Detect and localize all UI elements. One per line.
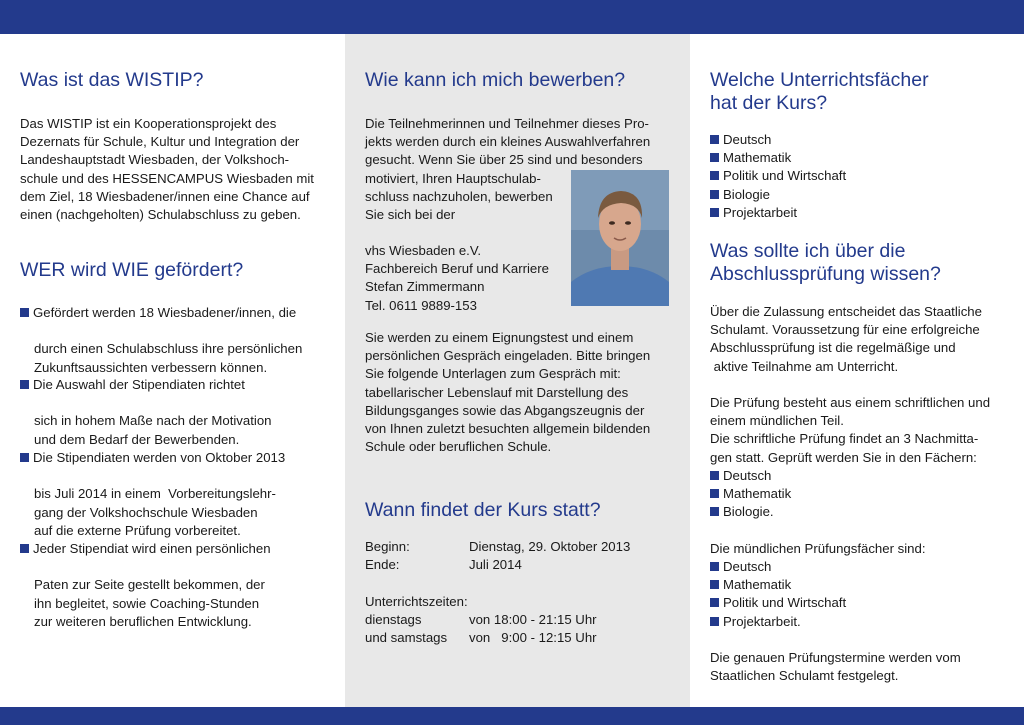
heading-unterrichtsfaecher: Welche Unterrichtsfächer hat der Kurs?: [710, 69, 929, 114]
oral-label: Die mündlichen Prüfungsfächer sind:: [710, 541, 926, 556]
closing-paragraph: Die genauen Prüfungstermine werden vom Staatlichen Schulamt festgelegt.: [710, 650, 961, 684]
square-bullet-icon: [20, 453, 29, 462]
column-left: [0, 34, 345, 707]
list-item: Biologie.: [710, 503, 791, 521]
square-bullet-icon: [710, 171, 719, 180]
list-item: Politik und Wirtschaft: [710, 167, 846, 185]
bottom-band: [0, 707, 1024, 725]
oral-subjects-list: [710, 558, 846, 631]
times-row: und samstags von 9:00 - 12:15 Uhr: [365, 630, 597, 646]
contact-block: vhs Wiesbaden e.V. Fachbereich Beruf und Karriere Stefan Zimmermann Tel. 0611 9889-153: [365, 243, 549, 313]
times-row: dienstags von 18:00 - 21:15 Uhr: [365, 612, 597, 628]
square-bullet-icon: [710, 507, 719, 516]
schedule-row: Ende: Juli 2014: [365, 557, 522, 573]
square-bullet-icon: [710, 208, 719, 217]
heading-abschlusspruefung: Was sollte ich über die Abschlussprüfung wissen?: [710, 240, 941, 285]
heading-wann-kurs: Wann findet der Kurs statt?: [365, 499, 601, 521]
list-item: Projektarbeit.: [710, 613, 846, 631]
bullet-item: Gefördert werden 18 Wiesbadener/innen, die durch einen Schulabschluss ihre persönlichen Zukunftsaussichten verbessern können.: [20, 304, 302, 377]
list-item: Deutsch: [710, 558, 846, 576]
documents-paragraph: Sie werden zu einem Eignungstest und einem persönlichen Gespräch eingeladen. Bitte bringen Sie folgende Unterlagen zum Gespräch mit: tabellarischer Lebenslauf mit Darstellung des Bildungsganges sowie das Abgangszeugnis der von Ihnen zuletzt besuchten allgemein bildenden Schule oder beruflichen Schule.: [365, 330, 651, 455]
application-paragraph: Die Teilnehmerinnen und Teilnehmer dieses Pro- jekts werden durch ein kleines Auswahlverfahren gesucht. Wenn Sie über 25 sind und besonders motiviert, Ihren Hauptschulab- schluss nachzuholen, bewerben Sie sich bei der: [365, 116, 651, 223]
square-bullet-icon: [710, 489, 719, 498]
list-item: Mathematik: [710, 485, 791, 503]
schedule-times: [365, 593, 597, 648]
column-right: [690, 34, 1024, 707]
square-bullet-icon: [710, 135, 719, 144]
times-label: Unterrichtszeiten:: [365, 594, 468, 609]
contact-photo: [571, 170, 669, 306]
top-band: [0, 0, 1024, 34]
bullet-item: Die Stipendiaten werden von Oktober 2013 bis Juli 2014 in einem Vorbereitungslehr- gang der Volkshochschule Wiesbaden auf die externe Prüfung vorbereitet.: [20, 449, 285, 540]
list-item: Deutsch: [710, 131, 846, 149]
exam-paragraph: Die Prüfung besteht aus einem schriftlichen und einem mündlichen Teil. Die schriftliche Prüfung findet an 3 Nachmitta- gen statt. Geprüft werden Sie in den Fächern:: [710, 395, 991, 465]
square-bullet-icon: [710, 153, 719, 162]
list-item: Politik und Wirtschaft: [710, 594, 846, 612]
list-item: Biologie: [710, 186, 846, 204]
heading-wer-wird-wie-gefoerdert: WER wird WIE gefördert?: [20, 259, 244, 281]
list-item: Projektarbeit: [710, 204, 846, 222]
admission-paragraph: Über die Zulassung entscheidet das Staatliche Schulamt. Voraussetzung für eine erfolgreiche Abschlussprüfung ist die regelmäßige und aktive Teilnahme am Unterricht.: [710, 304, 982, 374]
written-subjects-list: [710, 467, 791, 522]
subjects-list: [710, 131, 846, 222]
square-bullet-icon: [20, 308, 29, 317]
square-bullet-icon: [20, 544, 29, 553]
list-item: Deutsch: [710, 467, 791, 485]
list-item: Mathematik: [710, 149, 846, 167]
schedule-dates: [365, 538, 630, 574]
heading-was-ist-wistip: Was ist das WISTIP?: [20, 69, 204, 91]
list-item: Mathematik: [710, 576, 846, 594]
square-bullet-icon: [710, 580, 719, 589]
square-bullet-icon: [710, 598, 719, 607]
column-middle: [345, 34, 690, 707]
square-bullet-icon: [710, 617, 719, 626]
heading-bewerben: Wie kann ich mich bewerben?: [365, 69, 626, 91]
intro-paragraph: Das WISTIP ist ein Kooperationsprojekt des Dezernats für Schule, Kultur und Integration der Landeshauptstadt Wiesbaden, der Volkshoch- schule und des HESSENCAMPUS Wiesbaden mit dem Ziel, 18 Wiesbadener/innen eine Chance auf einen (nachgeholten) Schulabschluss zu geben.: [20, 116, 314, 223]
square-bullet-icon: [20, 380, 29, 389]
person-portrait-icon: [571, 170, 669, 306]
bullet-item: Jeder Stipendiat wird einen persönlichen Paten zur Seite gestellt bekommen, der ihn begleitet, sowie Coaching-Stunden zur weiteren beruflichen Entwicklung.: [20, 540, 271, 631]
square-bullet-icon: [710, 471, 719, 480]
bullet-item: Die Auswahl der Stipendiaten richtet sich in hohem Maße nach der Motivation und dem Bedarf der Bewerbenden.: [20, 376, 272, 449]
square-bullet-icon: [710, 562, 719, 571]
schedule-row: Beginn: Dienstag, 29. Oktober 2013: [365, 539, 631, 554]
square-bullet-icon: [710, 190, 719, 199]
